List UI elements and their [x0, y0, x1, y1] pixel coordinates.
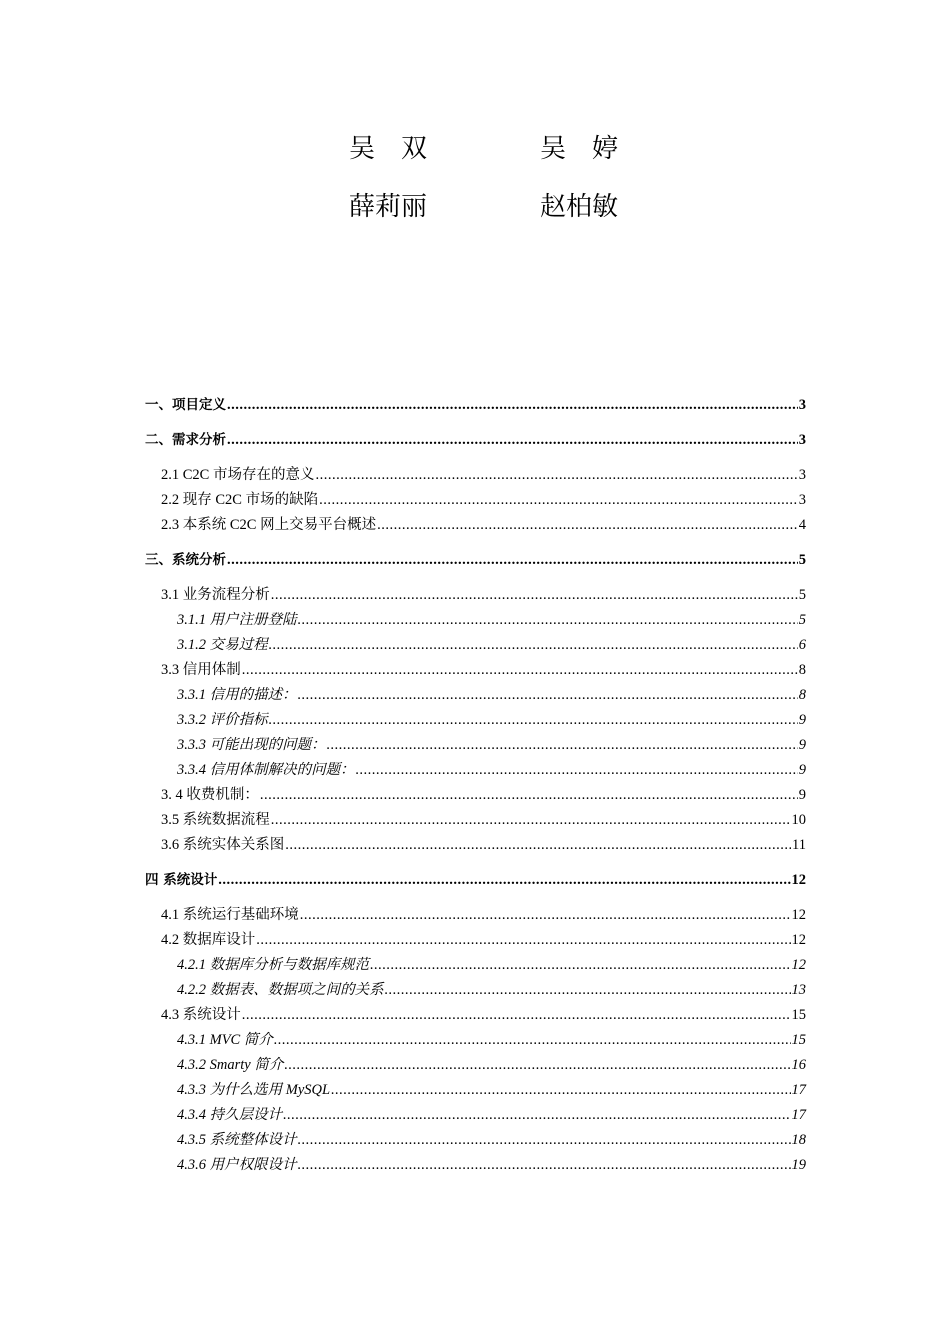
- toc-entry[interactable]: [145, 608, 806, 633]
- table-of-contents: [145, 393, 806, 1178]
- author-name: 赵柏敏: [540, 192, 619, 222]
- toc-page-number: 3: [798, 492, 806, 508]
- toc-leader-dots: [271, 812, 791, 829]
- toc-entry-title: 3.5 系统数据流程: [161, 812, 270, 828]
- toc-page-number: 12: [791, 907, 806, 923]
- toc-entry-title: 4.1 系统运行基础环境: [161, 907, 299, 923]
- toc-leader-dots: [227, 397, 798, 414]
- toc-page-number: 9: [798, 787, 806, 803]
- toc-leader-dots: [242, 1007, 791, 1024]
- toc-entry-title: 3.3 信用体制: [161, 662, 241, 678]
- toc-page-number: 5: [798, 587, 806, 603]
- toc-page-number: 17: [791, 1082, 806, 1098]
- toc-page-number: 3: [798, 467, 806, 483]
- toc-page-number: 5: [798, 552, 806, 568]
- toc-page-number: 3: [798, 432, 806, 448]
- author-name: 吴 双: [349, 134, 428, 164]
- toc-page-number: 9: [798, 712, 806, 728]
- toc-entry[interactable]: [145, 463, 806, 488]
- toc-leader-dots: [331, 1082, 790, 1099]
- toc-page-number: 10: [791, 812, 806, 828]
- toc-leader-dots: [269, 712, 798, 729]
- toc-entry-title: 4.3.2 Smarty 简介: [177, 1057, 284, 1073]
- toc-entry-title: 4.3.5 系统整体设计: [177, 1132, 297, 1148]
- author-list: [0, 128, 950, 244]
- toc-page-number: 15: [791, 1032, 806, 1048]
- toc-entry[interactable]: [145, 733, 806, 758]
- toc-entry-title: 4.3.1 MVC 简介: [177, 1032, 273, 1048]
- toc-entry-title: 4.3.6 用户权限设计: [177, 1157, 297, 1173]
- toc-leader-dots: [271, 587, 798, 604]
- toc-entry[interactable]: [145, 488, 806, 513]
- toc-entry-title: 3.1.2 交易过程: [177, 637, 268, 653]
- toc-leader-dots: [300, 907, 791, 924]
- toc-page-number: 9: [798, 737, 806, 753]
- toc-entry-title: 3.3.3 可能出现的问题：: [177, 737, 326, 753]
- toc-entry-title: 4.3 系统设计: [161, 1007, 241, 1023]
- toc-entry-title: 4.3.4 持久层设计: [177, 1107, 283, 1123]
- toc-entry-title: 2.3 本系统 C2C 网上交易平台概述: [161, 517, 377, 533]
- toc-entry[interactable]: [145, 868, 806, 893]
- toc-entry[interactable]: [145, 583, 806, 608]
- toc-entry-title: 2.2 现存 C2C 市场的缺陷: [161, 492, 319, 508]
- toc-leader-dots: [298, 687, 798, 704]
- toc-leader-dots: [274, 1032, 791, 1049]
- toc-leader-dots: [377, 517, 798, 534]
- toc-page-number: 12: [791, 872, 806, 888]
- toc-page-number: 4: [798, 517, 806, 533]
- toc-leader-dots: [227, 552, 798, 569]
- toc-entry[interactable]: [145, 683, 806, 708]
- toc-leader-dots: [284, 1057, 790, 1074]
- toc-leader-dots: [385, 982, 791, 999]
- toc-entry-title: 3.3.1 信用的描述：: [177, 687, 297, 703]
- toc-page-number: 19: [791, 1157, 806, 1173]
- toc-entry[interactable]: [145, 953, 806, 978]
- toc-entry[interactable]: [145, 1003, 806, 1028]
- toc-entry[interactable]: [145, 978, 806, 1003]
- toc-leader-dots: [285, 837, 791, 854]
- author-row: [0, 128, 950, 186]
- toc-entry-title: 3. 4 收费机制：: [161, 787, 259, 803]
- toc-entry-title: 4.2.2 数据表、数据项之间的关系: [177, 982, 384, 998]
- toc-page-number: 18: [791, 1132, 806, 1148]
- toc-leader-dots: [218, 872, 790, 889]
- author-row: [0, 186, 950, 244]
- toc-leader-dots: [319, 492, 798, 509]
- toc-entry[interactable]: [145, 928, 806, 953]
- toc-page-number: 13: [791, 982, 806, 998]
- author-name: 吴 婷: [540, 134, 619, 164]
- toc-leader-dots: [260, 787, 798, 804]
- toc-entry-title: 一、项目定义: [145, 397, 226, 413]
- toc-page-number: 8: [798, 687, 806, 703]
- toc-leader-dots: [315, 467, 797, 484]
- toc-entry-title: 3.1 业务流程分析: [161, 587, 270, 603]
- toc-entry-title: 3.3.2 评价指标: [177, 712, 268, 728]
- toc-page-number: 15: [791, 1007, 806, 1023]
- toc-entry-title: 3.3.4 信用体制解决的问题：: [177, 762, 355, 778]
- toc-entry[interactable]: [145, 1078, 806, 1103]
- toc-entry[interactable]: [145, 708, 806, 733]
- toc-entry[interactable]: [145, 548, 806, 573]
- toc-entry[interactable]: [145, 833, 806, 858]
- toc-entry-title: 2.1 C2C 市场存在的意义: [161, 467, 315, 483]
- toc-leader-dots: [370, 957, 790, 974]
- toc-entry[interactable]: [145, 1103, 806, 1128]
- toc-entry[interactable]: [145, 658, 806, 683]
- toc-entry[interactable]: [145, 1153, 806, 1178]
- toc-entry[interactable]: [145, 783, 806, 808]
- toc-page-number: 11: [792, 837, 806, 853]
- toc-page-number: 12: [791, 932, 806, 948]
- toc-page-number: 3: [798, 397, 806, 413]
- toc-page-number: 16: [791, 1057, 806, 1073]
- toc-entry[interactable]: [145, 1053, 806, 1078]
- toc-page-number: 8: [798, 662, 806, 678]
- toc-entry-title: 3.6 系统实体关系图: [161, 837, 285, 853]
- toc-entry-title: 4.3.3 为什么选用 MySQL: [177, 1082, 331, 1098]
- toc-entry[interactable]: [145, 903, 806, 928]
- toc-entry[interactable]: [145, 513, 806, 538]
- toc-page-number: 9: [798, 762, 806, 778]
- toc-entry[interactable]: [145, 1128, 806, 1153]
- toc-entry[interactable]: [145, 808, 806, 833]
- toc-leader-dots: [298, 1157, 791, 1174]
- toc-leader-dots: [227, 432, 798, 449]
- toc-entry-title: 3.1.1 用户注册登陆: [177, 612, 297, 628]
- toc-leader-dots: [256, 932, 790, 949]
- toc-entry-title: 4.2.1 数据库分析与数据库规范: [177, 957, 370, 973]
- toc-leader-dots: [327, 737, 798, 754]
- toc-entry-title: 二、需求分析: [145, 432, 226, 448]
- toc-leader-dots: [269, 637, 798, 654]
- toc-page-number: 6: [798, 637, 806, 653]
- toc-leader-dots: [242, 662, 798, 679]
- toc-entry[interactable]: [145, 758, 806, 783]
- toc-entry[interactable]: [145, 428, 806, 453]
- toc-page-number: 17: [791, 1107, 806, 1123]
- toc-page-number: 12: [791, 957, 806, 973]
- toc-entry-title: 三、系统分析: [145, 552, 226, 568]
- toc-entry-title: 4.2 数据库设计: [161, 932, 256, 948]
- toc-page-number: 5: [798, 612, 806, 628]
- toc-leader-dots: [356, 762, 798, 779]
- toc-entry[interactable]: [145, 393, 806, 418]
- toc-leader-dots: [298, 1132, 791, 1149]
- toc-leader-dots: [298, 612, 798, 629]
- toc-leader-dots: [283, 1107, 790, 1124]
- toc-entry[interactable]: [145, 1028, 806, 1053]
- toc-entry[interactable]: [145, 633, 806, 658]
- toc-entry-title: 四 系统设计: [145, 872, 218, 888]
- author-name: 薛莉丽: [349, 192, 428, 222]
